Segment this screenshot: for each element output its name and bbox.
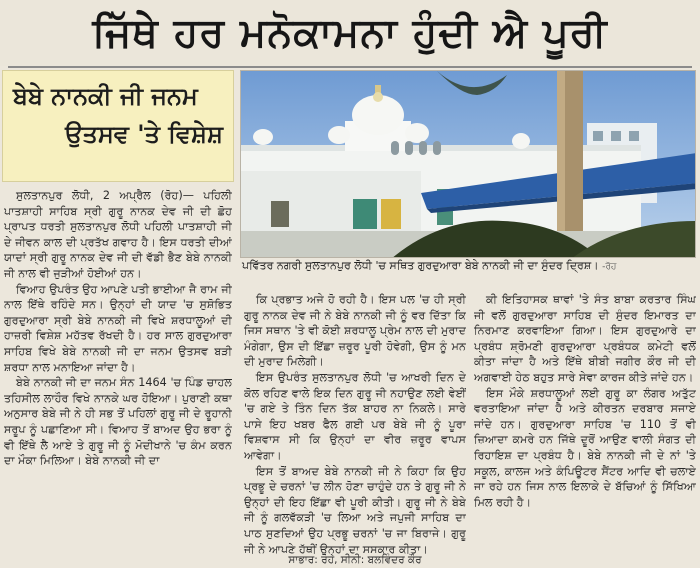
paragraph: ਬੇਬੇ ਨਾਨਕੀ ਜੀ ਦਾ ਜਨਮ ਸੰਨ 1464 'ਚ ਪਿੰਡ ਚਾਹਲ ਤਹਿਸੀਲ ਲਾਹੌਰ ਵਿਖੇ ਨਾਨਕੇ ਘਰ ਹੋਇਆ। ਪੁਰਾਣੀ ਕਥਾ ਅਨੁਸਾਰ ਬੇਬੇ ਜੀ ਨੇ ਹੀ ਸਭ ਤੋਂ ਪਹਿਲਾਂ ਗੁਰੂ ਜੀ ਦੇ ਰੂਹਾਨੀ ਸਰੂਪ ਨੂੰ ਪਛਾਣਿਆ ਸੀ। ਵਿਆਹ ਤੋਂ ਬਾਅਦ ਉਹ ਭਰਾ ਨੂੰ ਵੀ ਇੱਥੇ ਲੈ ਆਏ ਤੇ ਗੁਰੂ ਜੀ ਨੂੰ ਮੋਦੀਖਾਨੇ 'ਚ ਕੰਮ ਕਰਨ ਦਾ ਮੌਕਾ ਮਿਲਿਆ। ਬੇਬੇ ਨਾਨਕੀ ਜੀ ਦਾ	[4, 376, 232, 468]
photo-credit: -ਰੋਹ	[602, 262, 617, 272]
paragraph: ਵਿਆਹ ਉਪਰੰਤ ਉਹ ਆਪਣੇ ਪਤੀ ਭਾਈਆ ਜੈ ਰਾਮ ਜੀ ਨਾਲ ਇੱਥੇ ਰਹਿੰਦੇ ਸਨ। ਉਨ੍ਹਾਂ ਦੀ ਯਾਦ 'ਚ ਸੁਸ਼ੋਭਿਤ ਗੁਰਦੁਆਰਾ ਸ੍ਰੀ ਬੇਬੇ ਨਾਨਕੀ ਜੀ ਵਿਖੇ ਸ਼ਰਧਾਲੂਆਂ ਦੀ ਹਾਜ਼ਰੀ ਵਿਸ਼ੇਸ਼ ਮਹੱਤਵ ਰੱਖਦੀ ਹੈ। ਹਰ ਸਾਲ ਗੁਰਦੁਆਰਾ ਸਾਹਿਬ ਵਿਖੇ ਬੇਬੇ ਨਾਨਕੀ ਜੀ ਦਾ ਜਨਮ ਉਤਸਵ ਬੜੀ ਸ਼ਰਧਾ ਨਾਲ ਮਨਾਇਆ ਜਾਂਦਾ ਹੈ।	[4, 282, 232, 374]
paragraph: ਇਸ ਉਪਰੰਤ ਸੁਲਤਾਨਪੁਰ ਲੋਧੀ 'ਚ ਆਖਰੀ ਦਿਨ ਦੇ ਕੋਲ ਰਹਿਣ ਵਾਲੇ ਇਕ ਦਿਨ ਗੁਰੂ ਜੀ ਨਹਾਉਣ ਲਈ ਵੇਈਂ 'ਚ ਗਏ ਤੇ ਤਿੰਨ ਦਿਨ ਤੱਕ ਬਾਹਰ ਨਾ ਨਿਕਲੇ। ਸਾਰੇ ਪਾਸੇ ਇਹ ਖਬਰ ਫੈਲ ਗਈ ਪਰ ਬੇਬੇ ਜੀ ਨੂੰ ਪੂਰਾ ਵਿਸ਼ਵਾਸ ਸੀ ਕਿ ਉਨ੍ਹਾਂ ਦਾ ਵੀਰ ਜ਼ਰੂਰ ਵਾਪਸ ਆਵੇਗਾ।	[244, 370, 466, 462]
gurdwara-photo	[240, 70, 696, 258]
headline	[0, 0, 700, 66]
caption-text: ਪਵਿੱਤਰ ਨਗਰੀ ਸੁਲਤਾਨਪੁਰ ਲੋਧੀ 'ਚ ਸਥਿਤ ਗੁਰਦੁਆਰਾ ਬੇਬੇ ਨਾਨਕੀ ਜੀ ਦਾ ਸੁੰਦਰ ਦ੍ਰਿਸ਼।	[242, 259, 599, 272]
paragraph: ਇਸ ਤੋਂ ਬਾਅਦ ਬੇਬੇ ਨਾਨਕੀ ਜੀ ਨੇ ਕਿਹਾ ਕਿ ਉਹ ਪ੍ਰਭੂ ਦੇ ਚਰਨਾਂ 'ਚ ਲੀਨ ਹੋਣਾ ਚਾਹੁੰਦੇ ਹਨ ਤੇ ਗੁਰੂ ਜੀ ਨੇ ਉਨ੍ਹਾਂ ਦੀ ਇਹ ਇੱਛਾ ਵੀ ਪੂਰੀ ਕੀਤੀ। ਗੁਰੂ ਜੀ ਨੇ ਬੇਬੇ ਜੀ ਨੂੰ ਗਲਵੱਕੜੀ 'ਚ ਲਿਆ ਅਤੇ ਜਪੁਜੀ ਸਾਹਿਬ ਦਾ ਪਾਠ ਸੁਣਦਿਆਂ ਉਹ ਪ੍ਰਭੂ ਚਰਨਾਂ 'ਚ ਜਾ ਬਿਰਾਜੇ। ਗੁਰੂ ਜੀ ਨੇ ਆਪਣੇ ਹੱਥੀਂ ਉਨ੍ਹਾਂ ਦਾ ਸਸਕਾਰ ਕੀਤਾ।	[244, 464, 466, 556]
kicker-line-1: ਬੇਬੇ ਨਾਨਕੀ ਜੀ ਜਨਮ	[13, 82, 198, 110]
paragraph: ਕੀ ਇਤਿਹਾਸਕ ਥਾਵਾਂ 'ਤੇ ਸੰਤ ਬਾਬਾ ਕਰਤਾਰ ਸਿੰਘ ਜੀ ਵਲੋਂ ਗੁਰਦੁਆਰਾ ਸਾਹਿਬ ਦੀ ਸੁੰਦਰ ਇਮਾਰਤ ਦਾ ਨਿਰਮਾਣ ਕਰਵਾਇਆ ਗਿਆ। ਇਸ ਗੁਰਦੁਆਰੇ ਦਾ ਪ੍ਰਬੰਧ ਸ਼੍ਰੋਮਣੀ ਗੁਰਦੁਆਰਾ ਪ੍ਰਬੰਧਕ ਕਮੇਟੀ ਵਲੋਂ ਕੀਤਾ ਜਾਂਦਾ ਹੈ ਅਤੇ ਇੱਥੇ ਬੀਬੀ ਜਗੀਰ ਕੌਰ ਜੀ ਦੀ ਅਗਵਾਈ ਹੇਠ ਬਹੁਤ ਸਾਰੇ ਸੇਵਾ ਕਾਰਜ ਕੀਤੇ ਜਾਂਦੇ ਹਨ।	[474, 293, 696, 384]
headline-text: ਜਿੱਥੇ ਹਰ ਮਨੋਕਾਮਨਾ ਹੁੰਦੀ ਐ ਪੂਰੀ	[92, 10, 608, 56]
photo-caption	[242, 259, 694, 289]
paragraph: ਇਸ ਮੌਕੇ ਸ਼ਰਧਾਲੂਆਂ ਲਈ ਗੁਰੂ ਕਾ ਲੰਗਰ ਅਤੁੱਟ ਵਰਤਾਇਆ ਜਾਂਦਾ ਹੈ ਅਤੇ ਕੀਰਤਨ ਦਰਬਾਰ ਸਜਾਏ ਜਾਂਦੇ ਹਨ। ਗੁਰਦੁਆਰਾ ਸਾਹਿਬ 'ਚ 110 ਤੋਂ ਵੀ ਜ਼ਿਆਦਾ ਕਮਰੇ ਹਨ ਜਿੱਥੇ ਦੂਰੋਂ ਆਉਣ ਵਾਲੀ ਸੰਗਤ ਦੀ ਰਿਹਾਇਸ਼ ਦਾ ਪ੍ਰਬੰਧ ਹੈ। ਬੇਬੇ ਨਾਨਕੀ ਜੀ ਦੇ ਨਾਂ 'ਤੇ ਸਕੂਲ, ਕਾਲਜ ਅਤੇ ਕੰਪਿਊਟਰ ਸੈਂਟਰ ਆਦਿ ਵੀ ਚਲਾਏ ਜਾ ਰਹੇ ਹਨ ਜਿਸ ਨਾਲ ਇਲਾਕੇ ਦੇ ਬੱਚਿਆਂ ਨੂੰ ਸਿੱਖਿਆ ਮਿਲ ਰਹੀ ਹੈ।	[474, 386, 696, 509]
kicker-box	[2, 70, 234, 182]
paragraph: ਕਿ ਪ੍ਰਭਾਤ ਅਜੇ ਹੋ ਰਹੀ ਹੈ। ਇਸ ਪਲ 'ਚ ਹੀ ਸ੍ਰੀ ਗੁਰੂ ਨਾਨਕ ਦੇਵ ਜੀ ਨੇ ਬੇਬੇ ਨਾਨਕੀ ਜੀ ਨੂੰ ਵਰ ਦਿੱਤਾ ਕਿ ਜਿਸ ਸਥਾਨ 'ਤੇ ਵੀ ਕੋਈ ਸ਼ਰਧਾਲੂ ਪ੍ਰੇਮ ਨਾਲ ਦੀ ਮੁਰਾਦ ਮੰਗੇਗਾ, ਉਸ ਦੀ ਇੱਛਾ ਜ਼ਰੂਰ ਪੂਰੀ ਹੋਵੇਗੀ, ਉਸ ਨੂੰ ਮਨ ਦੀ ਮੁਰਾਦ ਮਿਲੇਗੀ।	[244, 293, 466, 369]
divider	[8, 66, 692, 68]
article-column-1	[4, 188, 232, 566]
kicker-line-2: ਉਤਸਵ 'ਤੇ ਵਿਸ਼ੇਸ਼	[65, 120, 223, 148]
article-column-2	[244, 292, 466, 556]
byline: ਸਾਭਾਰ: ਰੋਹ, ਸੀਨੀ: ਬਲਵਿੰਦਰ ਕੌਰ	[288, 554, 422, 566]
article-column-3	[474, 292, 696, 566]
paragraph: ਸੁਲਤਾਨਪੁਰ ਲੋਧੀ, 2 ਅਪ੍ਰੈਲ (ਰੋਹ)— ਪਹਿਲੀ ਪਾਤਸ਼ਾਹੀ ਸਾਹਿਬ ਸ੍ਰੀ ਗੁਰੂ ਨਾਨਕ ਦੇਵ ਜੀ ਦੀ ਛੋਹ ਪ੍ਰਾਪਤ ਧਰਤੀ ਸੁਲਤਾਨਪੁਰ ਲੋਧੀ ਪਹਿਲੀ ਪਾਤਸ਼ਾਹੀ ਜੀ ਦੇ ਜੀਵਨ ਕਾਲ ਦੀ ਪ੍ਰਤੱਖ ਗਵਾਹ ਹੈ। ਇਸ ਧਰਤੀ ਦੀਆਂ ਯਾਦਾਂ ਸ੍ਰੀ ਗੁਰੂ ਨਾਨਕ ਦੇਵ ਜੀ ਦੀ ਵੱਡੀ ਭੈਣ ਬੇਬੇ ਨਾਨਕੀ ਜੀ ਨਾਲ ਵੀ ਜੁੜੀਆਂ ਹੋਈਆਂ ਹਨ।	[4, 189, 232, 280]
